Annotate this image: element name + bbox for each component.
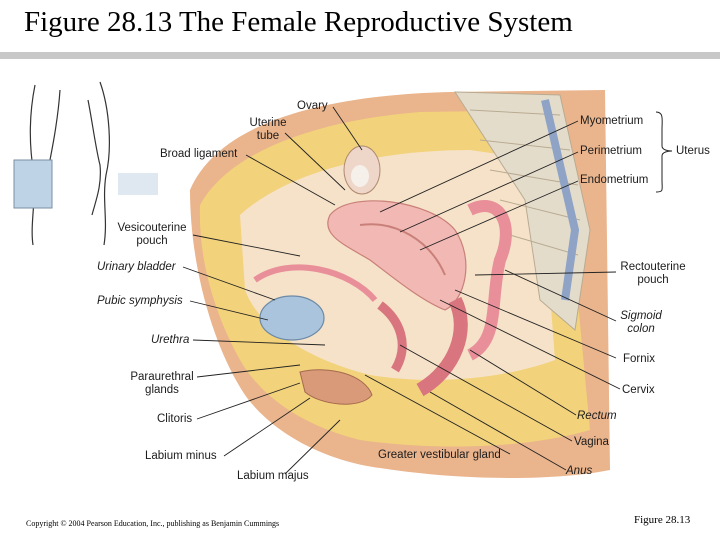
label-vesicouterine-pouch <box>113 222 191 248</box>
label-paraurethral-glands <box>126 371 198 397</box>
slide-title: Figure 28.13 The Female Reproductive System <box>24 6 573 38</box>
label-labium-majus: Labium majus <box>237 470 309 482</box>
figure-reference: Figure 28.13 <box>634 514 691 526</box>
label-endometrium: Endometrium <box>580 174 649 186</box>
label-ovary: Ovary <box>297 100 328 112</box>
label-urinary-bladder: Urinary bladder <box>97 261 176 273</box>
label-broad-ligament: Broad ligament <box>160 148 238 160</box>
label-uterine-tube-line1: Uterine <box>249 117 287 129</box>
label-labium-minus: Labium minus <box>145 450 217 462</box>
label-rectouterine-line2: pouch <box>637 274 669 286</box>
label-anus: Anus <box>566 465 593 477</box>
label-fornix: Fornix <box>623 353 655 365</box>
label-sigmoid-line2: colon <box>627 323 655 335</box>
label-clitoris: Clitoris <box>157 413 193 425</box>
ovary-follicle <box>351 165 369 187</box>
label-rectouterine-pouch <box>613 261 693 287</box>
copyright-notice: Copyright © 2004 Pearson Education, Inc., publishing as Benjamin Cummings <box>26 519 280 528</box>
label-pubic-symphysis: Pubic symphysis <box>97 295 183 307</box>
label-paraurethral-line2: glands <box>145 384 179 396</box>
urinary-bladder <box>260 296 324 340</box>
label-perimetrium: Perimetrium <box>580 145 642 157</box>
label-cervix: Cervix <box>622 384 655 396</box>
section-plane-pointer <box>118 173 158 195</box>
label-sigmoid-colon <box>613 310 669 336</box>
label-uterine-tube <box>246 117 290 143</box>
label-myometrium: Myometrium <box>580 115 644 127</box>
label-uterine-tube-line2: tube <box>256 130 280 142</box>
label-rectum: Rectum <box>577 410 617 422</box>
label-paraurethral-line1: Paraurethral <box>130 371 194 383</box>
label-vesicouterine-line2: pouch <box>136 235 168 247</box>
label-urethra: Urethra <box>151 334 190 346</box>
label-sigmoid-line1: Sigmoid <box>620 310 662 322</box>
label-uterus: Uterus <box>676 145 710 157</box>
label-rectouterine-line1: Rectouterine <box>620 261 686 273</box>
section-plane <box>14 160 52 208</box>
label-vesicouterine-line1: Vesicouterine <box>117 222 187 234</box>
label-vagina: Vagina <box>574 436 609 448</box>
uterus-brace <box>656 112 672 192</box>
label-greater-vestibular-gland: Greater vestibular gland <box>378 449 501 461</box>
